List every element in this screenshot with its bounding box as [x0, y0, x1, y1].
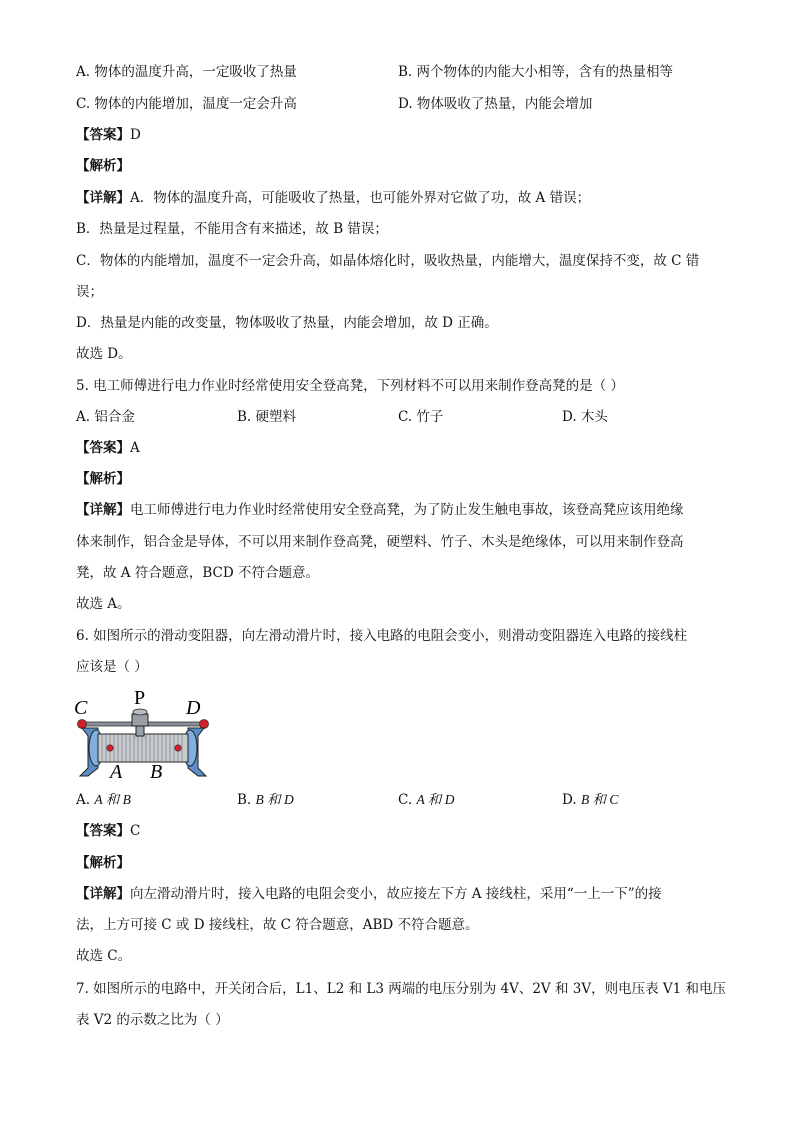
- detail-tag: 【详解】: [76, 190, 130, 206]
- rheostat-illustration: [74, 684, 214, 780]
- q5-stem: 5. 电工师傅进行电力作业时经常使用安全登高凳，下列材料不可以用来制作登高凳的是（ ）: [76, 378, 624, 394]
- option-prefix: A.: [76, 792, 95, 808]
- q4-detail-line-4: 误；: [76, 284, 103, 300]
- answer-value: C: [130, 823, 141, 839]
- slider-p: [132, 714, 148, 726]
- option-text: A 和 B: [94, 792, 131, 807]
- slider-contact: [136, 726, 144, 736]
- q4-option-d: D. 物体吸收了热量，内能会增加: [398, 96, 593, 112]
- q4-answer: [76, 125, 141, 145]
- q6-detail-line-2: 法，上方可接 C 或 D 接线柱，故 C 符合题意，ABD 不符合题意。: [76, 917, 479, 933]
- q4-option-b: B. 两个物体的内能大小相等，含有的热量相等: [398, 64, 674, 80]
- answer-tag: 【答案】: [76, 440, 130, 456]
- label-b: B: [150, 761, 163, 780]
- detail-tag: 【详解】: [76, 502, 130, 518]
- q6-detail-line-1: [76, 884, 662, 904]
- option-prefix: B.: [237, 792, 256, 808]
- option-text: B 和 D: [255, 792, 294, 807]
- q6-option-a: [76, 790, 131, 810]
- label-a: A: [110, 761, 123, 780]
- q4-detail-line-1: [76, 188, 590, 208]
- label-p: P: [134, 687, 146, 709]
- q5-analysis-tag: 【解析】: [76, 471, 130, 487]
- q6-option-b: [237, 790, 294, 810]
- q4-detail-line-2: B．热量是过程量，不能用含有来描述，故 B 错误；: [76, 221, 388, 237]
- q6-stem-line-1: 6. 如图所示的滑动变阻器，向左滑动滑片时，接入电路的电阻会变小，则滑动变阻器连入电路的接线柱: [76, 628, 688, 644]
- q5-option-b: B. 硬塑料: [237, 409, 297, 425]
- label-d: D: [186, 697, 201, 719]
- detail-tag: 【详解】: [76, 886, 130, 902]
- q4-option-c: C. 物体的内能增加，温度一定会升高: [76, 96, 297, 112]
- label-c: C: [74, 697, 88, 719]
- q7-stem-line-1: 7. 如图所示的电路中，开关闭合后，L1、L2 和 L3 两端的电压分别为 4V、2V 和 3V，则电压表 V1 和电压: [76, 981, 727, 997]
- q4-detail-line-3: C．物体的内能增加，温度不一定会升高，如晶体熔化时，吸收热量，内能增大，温度保持不变，故 C 错: [76, 253, 700, 269]
- q6-analysis-tag: 【解析】: [76, 855, 130, 871]
- q5-option-a: A. 铝合金: [76, 409, 135, 425]
- terminal-d: [200, 720, 209, 729]
- terminal-c: [78, 720, 87, 729]
- q6-stem-line-2: 应该是（ ）: [76, 659, 148, 675]
- option-text: A 和 D: [416, 792, 455, 807]
- sliding-rheostat-figure: [74, 684, 214, 780]
- answer-value: D: [130, 127, 141, 143]
- q4-analysis-tag: 【解析】: [76, 158, 130, 174]
- q6-option-d: [562, 790, 618, 810]
- answer-value: A: [130, 440, 140, 456]
- terminal-a: [107, 745, 113, 751]
- answer-tag: 【答案】: [76, 127, 130, 143]
- q5-detail-line-3: 凳，故 A 符合题意，BCD 不符合题意。: [76, 565, 319, 581]
- detail-text: 向左滑动滑片时，接入电路的电阻会变小，故应接左下方 A 接线柱，采用“一上一下”的接: [130, 886, 662, 902]
- q5-detail-line-2: 体来制作，铝合金是导体，不可以用来制作登高凳，硬塑料、竹子、木头是绝缘体，可以用来制作登高: [76, 534, 684, 550]
- q6-conclusion: 故选 C。: [76, 948, 132, 964]
- q4-conclusion: 故选 D。: [76, 346, 132, 362]
- detail-text: 电工师傅进行电力作业时经常使用安全登高凳，为了防止发生触电事故，该登高凳应该用绝缘: [130, 502, 684, 518]
- q5-conclusion: 故选 A。: [76, 596, 131, 612]
- q5-option-d: D. 木头: [562, 409, 608, 425]
- q5-answer: [76, 438, 140, 458]
- terminal-b: [175, 745, 181, 751]
- option-prefix: D.: [562, 792, 581, 808]
- answer-tag: 【答案】: [76, 823, 130, 839]
- q4-option-a: A. 物体的温度升高，一定吸收了热量: [76, 64, 297, 80]
- q5-detail-line-1: [76, 500, 684, 520]
- q4-detail-line-5: D．热量是内能的改变量，物体吸收了热量，内能会增加，故 D 正确。: [76, 315, 498, 331]
- option-prefix: C.: [398, 792, 417, 808]
- option-text: B 和 C: [580, 792, 619, 807]
- q6-answer: [76, 821, 140, 841]
- q5-option-c: C. 竹子: [398, 409, 444, 425]
- q6-option-c: [398, 790, 454, 810]
- slider-knob: [133, 709, 147, 715]
- detail-text: A．物体的温度升高，可能吸收了热量，也可能外界对它做了功，故 A 错误；: [130, 190, 591, 206]
- coil-windings: [102, 734, 182, 762]
- q7-stem-line-2: 表 V2 的示数之比为（ ）: [76, 1012, 229, 1028]
